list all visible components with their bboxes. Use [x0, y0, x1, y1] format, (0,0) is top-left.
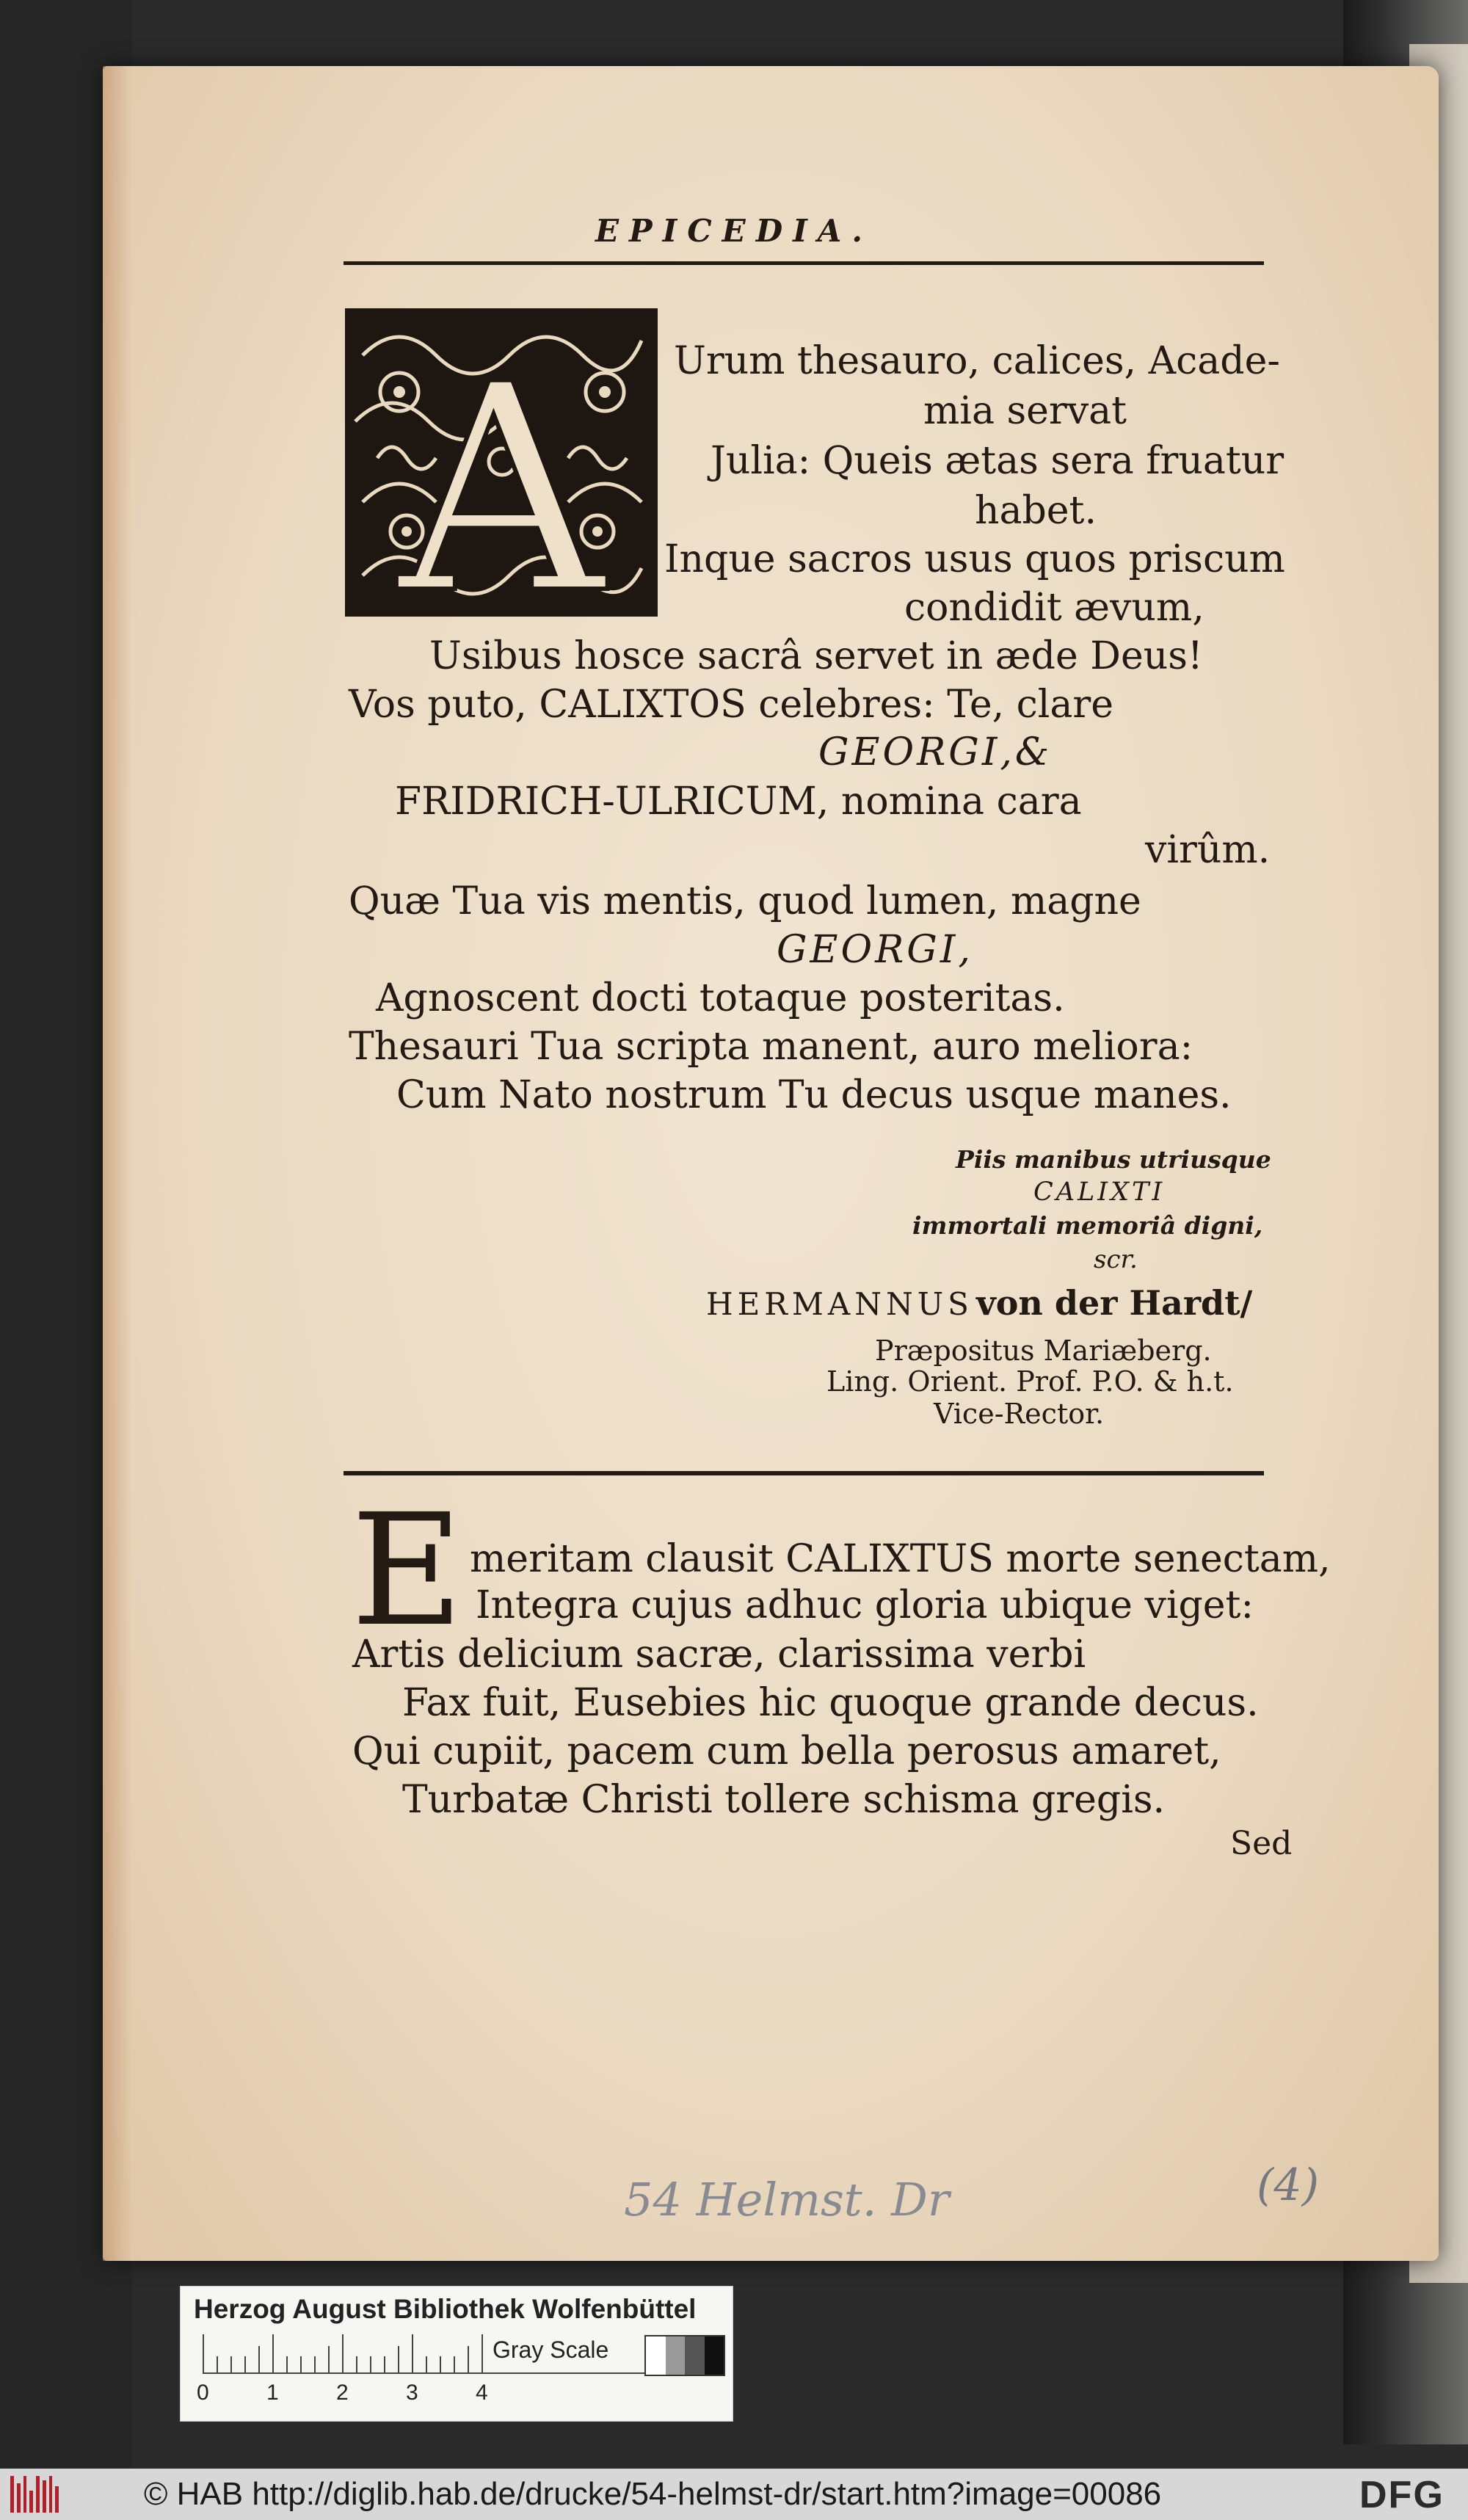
poem1-line-4: habet.: [975, 489, 1097, 533]
poem2-line-3: Artis delicium sacræ, clarissima verbi: [352, 1633, 1086, 1677]
poem2-line-5: Qui cupiit, pacem cum bella perosus amaret,: [352, 1729, 1221, 1773]
signature-title-1: Præpositus Mariæberg.: [875, 1335, 1212, 1367]
library-name: Herzog August Bibliothek Wolfenbüttel: [194, 2294, 697, 2324]
dedication-line-3: immortali memoriâ digni,: [912, 1211, 1263, 1240]
poem2-line-1: meritam clausit CALIXTUS morte senectam,: [470, 1537, 1331, 1581]
signature-name: HERMANNUS: [706, 1286, 973, 1322]
signature-surname: von der Hardt/: [976, 1283, 1253, 1323]
poem2-line-4: Fax fuit, Eusebies hic quoque grande decus.: [402, 1681, 1259, 1725]
scale-number-1: 1: [266, 2381, 279, 2405]
footer-bar: [0, 2469, 1468, 2520]
poem1-line-15: Thesauri Tua scripta manent, auro meliora:: [349, 1025, 1193, 1069]
floral-ornament-icon: [348, 311, 655, 614]
dfg-logo: DFG: [1359, 2474, 1445, 2516]
poem1-line-9: GEORGI,&: [818, 730, 1053, 774]
swatch-light-gray: [666, 2336, 686, 2375]
catchword: Sed: [1230, 1825, 1293, 1862]
poem1-line-16: Cum Nato nostrum Tu decus usque manes.: [396, 1073, 1232, 1117]
scale-number-4: 4: [476, 2381, 488, 2405]
dedication-line-2: CALIXTI: [1033, 1177, 1166, 1207]
gray-scale-label: Gray Scale: [493, 2336, 609, 2363]
poem1-line-7: Usibus hosce sacrâ servet in æde Deus!: [429, 634, 1203, 678]
poem2-line-2: Integra cujus adhuc gloria ubique viget:: [476, 1583, 1254, 1627]
poem1-line-1: Urum thesauro, calices, Acade-: [674, 339, 1280, 383]
poem1-line-5: Inque sacros usus quos priscum: [664, 537, 1285, 581]
swatch-white: [646, 2336, 666, 2375]
poem1-line-6: condidit ævum,: [904, 586, 1204, 630]
poem1-line-8: Vos puto, CALIXTOS celebres: Te, clare: [349, 683, 1114, 727]
swatch-black: [705, 2336, 724, 2375]
poem1-line-13: GEORGI,: [777, 928, 973, 972]
scale-number-2: 2: [336, 2381, 349, 2405]
page-gutter-shading: [103, 66, 132, 2261]
initial-letter-e: E: [351, 1481, 464, 1660]
running-header: EPICEDIA.: [595, 213, 873, 249]
drop-cap-letter: A: [398, 323, 605, 614]
poem1-line-12: Quæ Tua vis mentis, quod lumen, magne: [349, 879, 1141, 923]
hab-logo-icon: [10, 2476, 59, 2513]
copyright-link[interactable]: © HAB http://diglib.hab.de/drucke/54-helmst-dr/start.htm?image=00086: [144, 2476, 1162, 2512]
poem1-line-10: FRIDRICH-ULRICUM, nomina cara: [395, 780, 1082, 824]
poem1-line-14: Agnoscent docti totaque posteritas.: [376, 976, 1065, 1020]
handwritten-folio-number: (4): [1257, 2160, 1319, 2211]
handwritten-shelfmark: 54 Helmst. Dr: [624, 2173, 950, 2226]
header-rule: [344, 261, 1264, 265]
dedication-line-4: scr.: [1094, 1245, 1138, 1274]
poem1-line-11: virûm.: [1145, 828, 1271, 872]
ornamental-drop-cap: [345, 308, 658, 617]
section-separator: [344, 1471, 1264, 1475]
gray-scale-card: [180, 2286, 733, 2422]
scale-number-3: 3: [406, 2381, 418, 2405]
poem2-line-6: Turbatæ Christi tollere schisma gregis.: [402, 1778, 1166, 1822]
dedication-line-1: Piis manibus utriusque: [956, 1145, 1271, 1174]
poem1-line-2: mia servat: [923, 389, 1127, 433]
poem1-line-3: Julia: Queis ætas sera fruatur: [711, 439, 1284, 483]
signature-title-2: Ling. Orient. Prof. P.O. & h.t.: [826, 1365, 1234, 1398]
gray-swatches: [644, 2335, 725, 2376]
scale-number-0: 0: [197, 2381, 209, 2405]
swatch-dark-gray: [685, 2336, 705, 2375]
signature-title-3: Vice-Rector.: [934, 1398, 1105, 1430]
